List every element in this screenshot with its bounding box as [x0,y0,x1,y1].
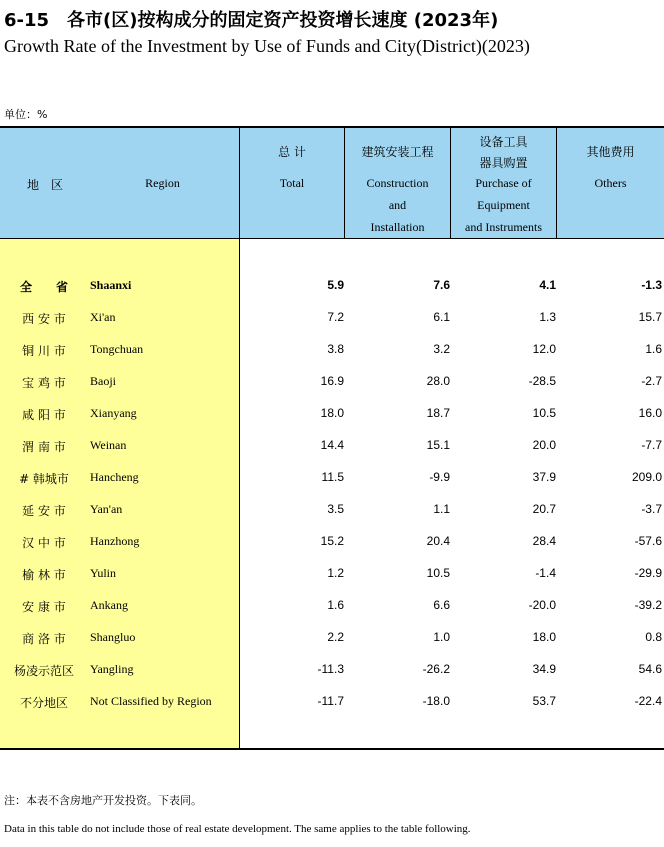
table-top-rule [0,126,664,128]
others-cell: 15.7 [638,310,662,324]
header-equipment-en-1: Purchase of [475,176,532,190]
others-cell: -22.4 [634,694,662,708]
unit-label: 单位：% [4,108,48,121]
others-cell: 1.6 [645,342,662,356]
equipment-cell: 10.5 [532,406,556,420]
others-cell: 0.8 [645,630,662,644]
construction-cell: 7.6 [433,278,450,292]
equipment-cell: 1.3 [539,310,556,324]
table-row [0,334,664,366]
region-en-cell: Xi'an [90,310,116,324]
region-en-cell: Hancheng [90,470,139,484]
region-en-cell: Weinan [90,438,127,452]
region-cn-cell: 安 康 市 [22,600,66,614]
page-title-en: Growth Rate of the Investment by Use of Funds and City(District)(2023) [4,36,530,56]
header-equipment-cn-2: 器具购置 [479,156,528,170]
header-others-cn: 其他费用 [586,145,635,159]
table-row [0,302,664,334]
header-others-en: Others [594,176,627,190]
region-cn-cell: 汉 中 市 [22,536,66,550]
region-cn-cell: 宝 鸡 市 [22,376,66,390]
page-title-cn: 6-15 各市(区)按构成分的固定资产投资增长速度 (2023年) [4,10,499,31]
others-cell: 209.0 [631,470,662,484]
construction-cell: 1.0 [433,630,450,644]
region-en-cell: Hanzhong [90,534,140,548]
header-region-cn: 地 区 [26,178,63,192]
total-cell: 3.5 [327,502,344,516]
construction-cell: 6.6 [433,598,450,612]
others-cell: 54.6 [638,662,662,676]
total-cell: 1.2 [327,566,344,580]
construction-cell: -18.0 [422,694,450,708]
header-equipment-en-2: Equipment [477,198,530,212]
table-row [0,430,664,462]
total-cell: -11.7 [317,694,344,708]
total-cell: 16.9 [320,374,344,388]
construction-cell: 15.1 [426,438,450,452]
others-cell: -3.7 [641,502,662,516]
note-cn: 注：本表不含房地产开发投资。下表同。 [4,794,202,807]
region-cn-cell: # 韩城市 [19,472,69,486]
total-cell: 2.2 [327,630,344,644]
equipment-cell: -20.0 [528,598,556,612]
header-total-cn: 总 计 [278,145,306,159]
table-row [0,494,664,526]
construction-cell: 6.1 [433,310,450,324]
note-en: Data in this table do not include those of real estate development. The same applies to the table following. [4,823,471,835]
table-row [0,558,664,590]
region-en-cell: Shangluo [90,630,136,644]
equipment-cell: 4.1 [539,278,556,292]
table-row [0,590,664,622]
total-cell: 1.6 [327,598,344,612]
region-en-cell: Not Classified by Region [90,694,212,708]
others-cell: -57.6 [634,534,662,548]
header-construction-en-3: Installation [370,220,425,234]
table-row [0,462,664,494]
region-cn-cell: 延 安 市 [22,504,66,518]
header-construction-cn: 建筑安装工程 [361,145,434,159]
others-cell: 16.0 [638,406,662,420]
region-en-cell: Yangling [90,662,134,676]
total-cell: 14.4 [320,438,344,452]
total-cell: 3.8 [327,342,344,356]
total-cell: 11.5 [321,470,344,484]
header-construction-en-2: and [388,198,407,212]
region-cn-cell: 西 安 市 [22,312,66,326]
header-total-en: Total [279,176,305,190]
region-cn-cell: 不分地区 [19,696,68,710]
table-row [0,686,664,718]
total-cell: -11.3 [317,662,344,676]
construction-cell: 28.0 [426,374,450,388]
region-cn-cell: 商 洛 市 [22,632,66,646]
header-equipment-cn-1: 设备工具 [479,135,528,149]
region-cn-cell: 铜 川 市 [22,344,66,358]
construction-cell: 20.4 [426,534,450,548]
header-region-en: Region [145,176,180,190]
total-cell: 18.0 [320,406,344,420]
construction-cell: 3.2 [433,342,450,356]
equipment-cell: 34.9 [532,662,556,676]
construction-cell: -26.2 [422,662,450,676]
table-row [0,398,664,430]
construction-cell: -9.9 [429,470,450,484]
others-cell: -29.9 [634,566,662,580]
region-en-cell: Shaanxi [90,278,132,292]
others-cell: -1.3 [641,278,662,292]
equipment-cell: 20.7 [532,502,556,516]
table-bottom-rule [0,748,664,750]
construction-cell: 18.7 [426,406,450,420]
others-cell: -2.7 [641,374,662,388]
table-row [0,526,664,558]
table-row [0,270,664,302]
region-cn-cell: 榆 林 市 [22,568,66,582]
equipment-cell: 53.7 [532,694,556,708]
region-cn-cell: 渭 南 市 [22,440,66,454]
construction-cell: 1.1 [433,502,450,516]
table-row [0,366,664,398]
region-en-cell: Baoji [90,374,116,388]
equipment-cell: -1.4 [535,566,556,580]
total-cell: 15.2 [320,534,344,548]
others-cell: -7.7 [641,438,662,452]
equipment-cell: -28.5 [528,374,556,388]
region-cn-cell: 全 省 [19,280,68,294]
table-row [0,622,664,654]
equipment-cell: 37.9 [532,470,556,484]
total-cell: 7.2 [327,310,344,324]
total-cell: 5.9 [327,278,344,292]
region-en-cell: Yan'an [90,502,123,516]
construction-cell: 10.5 [426,566,450,580]
region-cn-cell: 杨凌示范区 [13,664,74,678]
equipment-cell: 28.4 [532,534,556,548]
equipment-cell: 12.0 [532,342,556,356]
region-en-cell: Tongchuan [90,342,144,356]
equipment-cell: 20.0 [532,438,556,452]
equipment-cell: 18.0 [532,630,556,644]
header-construction-en-1: Construction [366,176,429,190]
table-row [0,654,664,686]
region-en-cell: Yulin [90,566,117,580]
others-cell: -39.2 [634,598,662,612]
region-en-cell: Ankang [90,598,128,612]
region-cn-cell: 咸 阳 市 [22,408,66,422]
header-equipment-en-3: and Instruments [465,220,542,234]
header-divider [0,238,664,239]
region-en-cell: Xianyang [90,406,137,420]
